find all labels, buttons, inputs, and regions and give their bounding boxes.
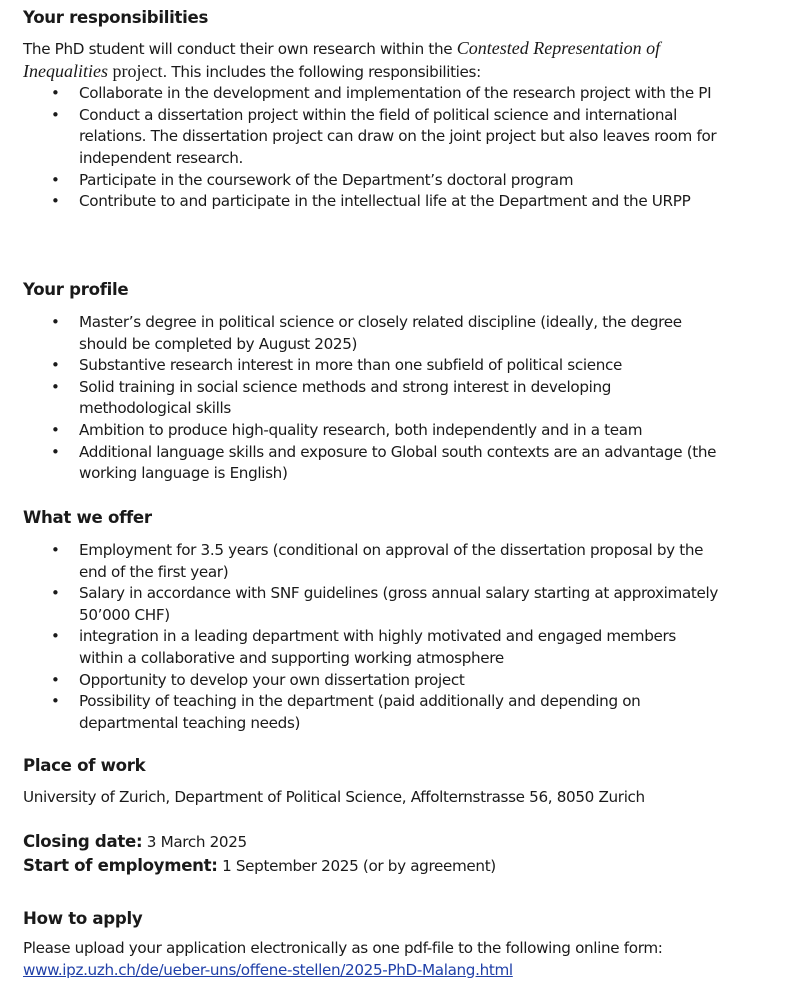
how-to-apply-text: Please upload your application electronically as one pdf-file to the following online form: [23, 939, 663, 957]
application-form-link[interactable]: www.ipz.uzh.ch/de/ueber-uns/offene-stellen/2025-PhD-Malang.html [23, 960, 513, 979]
project-word: project [107, 60, 163, 81]
bullet-icon: • [51, 442, 60, 461]
bullet-icon: • [51, 313, 60, 331]
list-item-text: Solid training in social science methods and strong interest in developing methodological skills [79, 377, 612, 418]
list-item-text: Conduct a dissertation project within the field of political science and international relations. The dissertation project can draw on the joint project but also leaves room for independent research. [79, 105, 717, 167]
list-item [23, 355, 724, 377]
list-item [23, 540, 724, 583]
bullet-icon: • [51, 105, 60, 124]
how-to-apply-section [23, 907, 763, 981]
bullet-icon: • [51, 170, 60, 189]
responsibilities-heading: Your responsibilities [23, 8, 209, 27]
bullet-icon: • [51, 377, 60, 396]
profile-list [23, 312, 763, 485]
start-of-employment-label: Start of employment: [23, 856, 218, 875]
bullet-icon: • [51, 420, 60, 439]
place-of-work-heading: Place of work [23, 756, 146, 775]
list-item [23, 377, 724, 420]
place-of-work-section [23, 754, 763, 809]
list-item [23, 170, 724, 192]
list-item-text: Collaborate in the development and implementation of the research project with the PI [79, 84, 712, 103]
list-item [23, 691, 724, 734]
bullet-icon: • [51, 84, 60, 103]
list-item-text: Employment for 3.5 years (conditional on approval of the dissertation proposal by the end of the first year) [79, 541, 704, 581]
list-item [23, 191, 724, 213]
project-title-italic: Contested Representation of Inequalities [23, 38, 661, 81]
bullet-icon: • [51, 356, 60, 375]
list-item-text: Contribute to and participate in the intellectual life at the Department and the URPP [79, 192, 691, 211]
dates-section [23, 830, 763, 878]
profile-heading: Your profile [23, 280, 129, 299]
list-item-text: Additional language skills and exposure to Global south contexts are an advantage (the working language is English) [79, 442, 717, 483]
responsibilities-list [23, 83, 763, 213]
list-item [23, 83, 724, 105]
list-item [23, 442, 724, 485]
list-item-text: integration in a leading department with highly motivated and engaged members within a collaborative and supporting working atmosphere [79, 627, 676, 667]
closing-date [23, 830, 763, 854]
intro-text-before: The PhD student will conduct their own research within the [23, 40, 457, 58]
bullet-icon: • [51, 584, 60, 603]
list-item-text: Possibility of teaching in the department (paid additionally and depending on departmental teaching needs) [79, 692, 641, 732]
start-of-employment-value: 1 September 2025 (or by agreement) [217, 857, 496, 875]
bullet-icon: • [51, 670, 60, 689]
list-item-text: Master’s degree in political science or closely related discipline (ideally, the degree should be completed by August 2025) [79, 313, 682, 353]
list-item-text: Salary in accordance with SNF guidelines (gross annual salary starting at approximately 50’000 CHF) [79, 584, 719, 624]
list-item-text: Participate in the coursework of the Department’s doctoral program [79, 170, 574, 189]
profile-section [23, 278, 763, 485]
place-of-work-text: University of Zurich, Department of Political Science, Affolternstrasse 56, 8050 Zurich [23, 788, 645, 806]
responsibilities-section [23, 6, 763, 213]
how-to-apply-heading: How to apply [23, 909, 143, 928]
bullet-icon: • [51, 192, 60, 211]
intro-text-after: . This includes the following responsibilities: [162, 62, 481, 81]
list-item [23, 420, 724, 442]
start-of-employment [23, 854, 763, 878]
closing-date-label: Closing date: [23, 832, 143, 851]
closing-date-value: 3 March 2025 [142, 833, 247, 851]
offer-section [23, 506, 763, 734]
list-item [23, 626, 724, 669]
list-item [23, 583, 724, 626]
bullet-icon: • [51, 541, 60, 559]
list-item-text: Ambition to produce high-quality research, both independently and in a team [79, 420, 643, 439]
list-item [23, 105, 724, 170]
responsibilities-intro [23, 38, 743, 83]
list-item-text: Opportunity to develop your own dissertation project [79, 670, 465, 689]
offer-list [23, 540, 763, 734]
bullet-icon: • [51, 627, 60, 646]
list-item-text: Substantive research interest in more than one subfield of political science [79, 356, 622, 375]
list-item [23, 312, 724, 355]
bullet-icon: • [51, 692, 60, 711]
offer-heading: What we offer [23, 508, 152, 527]
list-item [23, 670, 724, 692]
